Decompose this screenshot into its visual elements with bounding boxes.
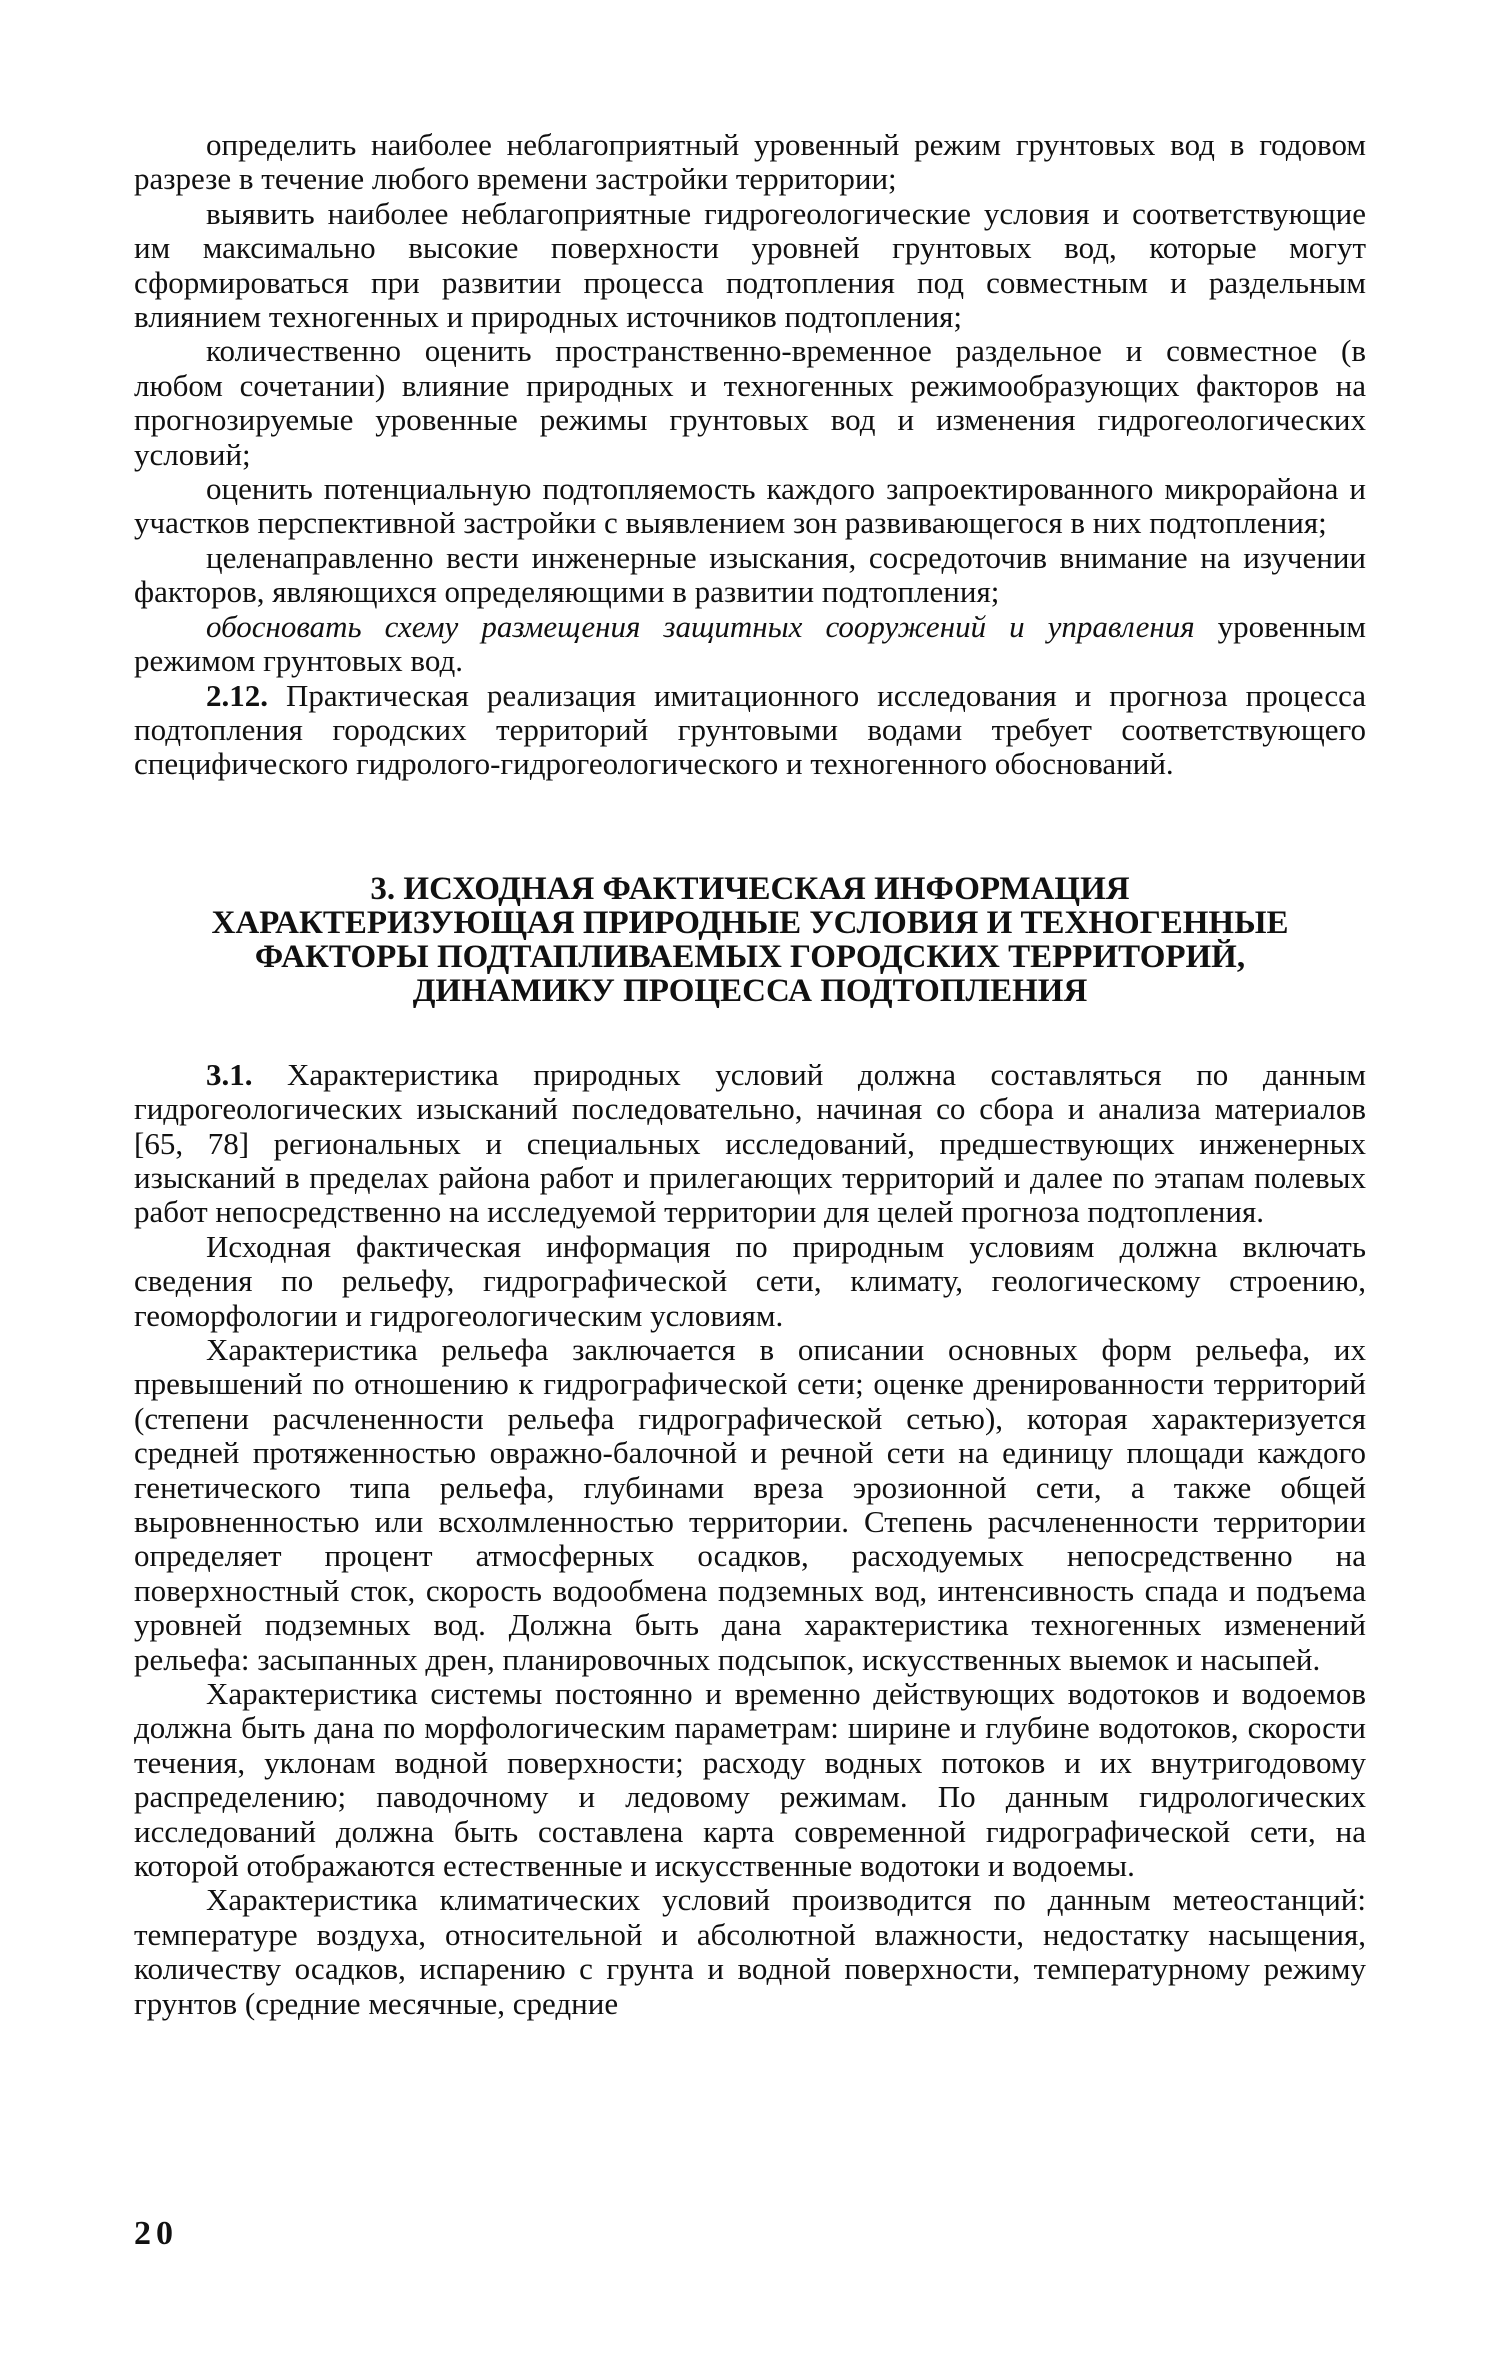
italic-text: обосновать схему размещения защитных сооружений и управления bbox=[206, 608, 1195, 644]
heading-line: ДИНАМИКУ ПРОЦЕССА ПОДТОПЛЕНИЯ bbox=[412, 972, 1088, 1009]
page-body bbox=[134, 128, 1366, 2021]
heading-line: 3. ИСХОДНАЯ ФАКТИЧЕСКАЯ ИНФОРМАЦИЯ bbox=[370, 870, 1130, 907]
paragraph: количественно оценить пространственно-временное раздельное и совместное (в любом сочетании) влияние природных и техногенных режимообразующих факторов на прогнозируемые уровенные режимы грунтовых вод и изменения гидрогеологических условий; bbox=[134, 333, 1366, 472]
heading-line: ХАРАКТЕРИЗУЮЩАЯ ПРИРОДНЫЕ УСЛОВИЯ И ТЕХНОГЕННЫЕ bbox=[211, 904, 1289, 941]
paragraph-text: Характеристика природных условий должна составляться по данным гидрогеологических изысканий последовательно, начиная со сбора и анализа материалов [65, 78] региональных и специальных исследований, предшествующих инженерных изысканий в пределах района работ и прилегающих территорий и далее по этапам полевых работ непосредственно на исследуемой территории для целей прогноза подтопления. bbox=[134, 1056, 1366, 1230]
paragraph: оценить потенциальную подтопляемость каждого запроектированного микрорайона и участков перспективной застройки с выявлением зон развивающегося в них подтопления; bbox=[134, 471, 1366, 541]
page-number: 20 bbox=[134, 2215, 178, 2252]
paragraph bbox=[134, 610, 1366, 679]
paragraph: Характеристика системы постоянно и временно действующих водотоков и водоемов должна быть дана по морфологическим параметрам: ширине и глубине водотоков, скорости течения, уклонам водной поверхности; расходу водных потоков и их внутригодовому распределению; паводочному и ледовому режимам. По данным гидрологических исследований должна быть составлена карта современной гидрографической сети, на которой отображаются естественные и искусственные водотоки и водоемы. bbox=[134, 1676, 1366, 1884]
clause-number: 2.12. bbox=[206, 677, 268, 713]
paragraph: целенаправленно вести инженерные изыскания, сосредоточив внимание на изучении факторов, являющихся определяющими в развитии подтопления; bbox=[134, 539, 1366, 610]
paragraph bbox=[134, 679, 1366, 782]
paragraph: выявить наиболее неблагоприятные гидрогеологические условия и соответствующие им максимально высокие поверхности уровней грунтовых вод, которые могут сформироваться при развитии процесса подтопления под совместным и раздельным влиянием техногенных и природных источников подтопления; bbox=[134, 195, 1366, 335]
paragraph: Характеристика рельефа заключается в описании основных форм рельефа, их превышений по отношению к гидрографической сети; оценке дренированности территорий (степени расчлененности рельефа гидрографической сетью), которая характеризуется средней протяженностью овражно-балочной и речной сети на единицу площади каждого генетического типа рельефа, глубинами вреза эрозионной сети, а также общей выровненностью или всхолмленностью территории. Степень расчлененности территории определяет процент атмосферных осадков, расходуемых непосредственно на поверхностный сток, скорость водообмена подземных вод, интенсивность спада и подъема уровней подземных вод. Должна быть дана характеристика техногенных изменений рельефа: засыпанных дрен, планировочных подсыпок, искусственных выемок и насыпей. bbox=[134, 1331, 1366, 1677]
paragraph-text: уровенным режимом грунтовых вод. bbox=[134, 608, 1367, 679]
paragraph: Исходная фактическая информация по природным условиям должна включать сведения по рельефу, гидрографической сети, климату, геологическому строению, геоморфологии и гидрогеологическим условиям. bbox=[134, 1228, 1366, 1333]
clause-number: 3.1. bbox=[206, 1056, 253, 1092]
paragraph: Характеристика климатических условий производится по данным метеостанций: температуре воздуха, относительной и абсолютной влажности, недостатку насыщения, количеству осадков, испарению с грунта и водной поверхности, температурному режиму грунтов (средние месячные, средние bbox=[134, 1882, 1366, 2021]
section-heading bbox=[134, 872, 1366, 1008]
heading-line: ФАКТОРЫ ПОДТАПЛИВАЕМЫХ ГОРОДСКИХ ТЕРРИТОРИЙ, bbox=[254, 938, 1246, 975]
paragraph-text: Практическая реализация имитационного исследования и прогноза процесса подтопления городских территорий грунтовыми водами требует соответствующего специфического гидролого-гидрогеологического и техногенного обоснований. bbox=[134, 677, 1366, 782]
paragraph bbox=[134, 1058, 1366, 1230]
paragraph: определить наиболее неблагоприятный уровенный режим грунтовых вод в годовом разрезе в течение любого времени застройки территории; bbox=[134, 127, 1366, 197]
